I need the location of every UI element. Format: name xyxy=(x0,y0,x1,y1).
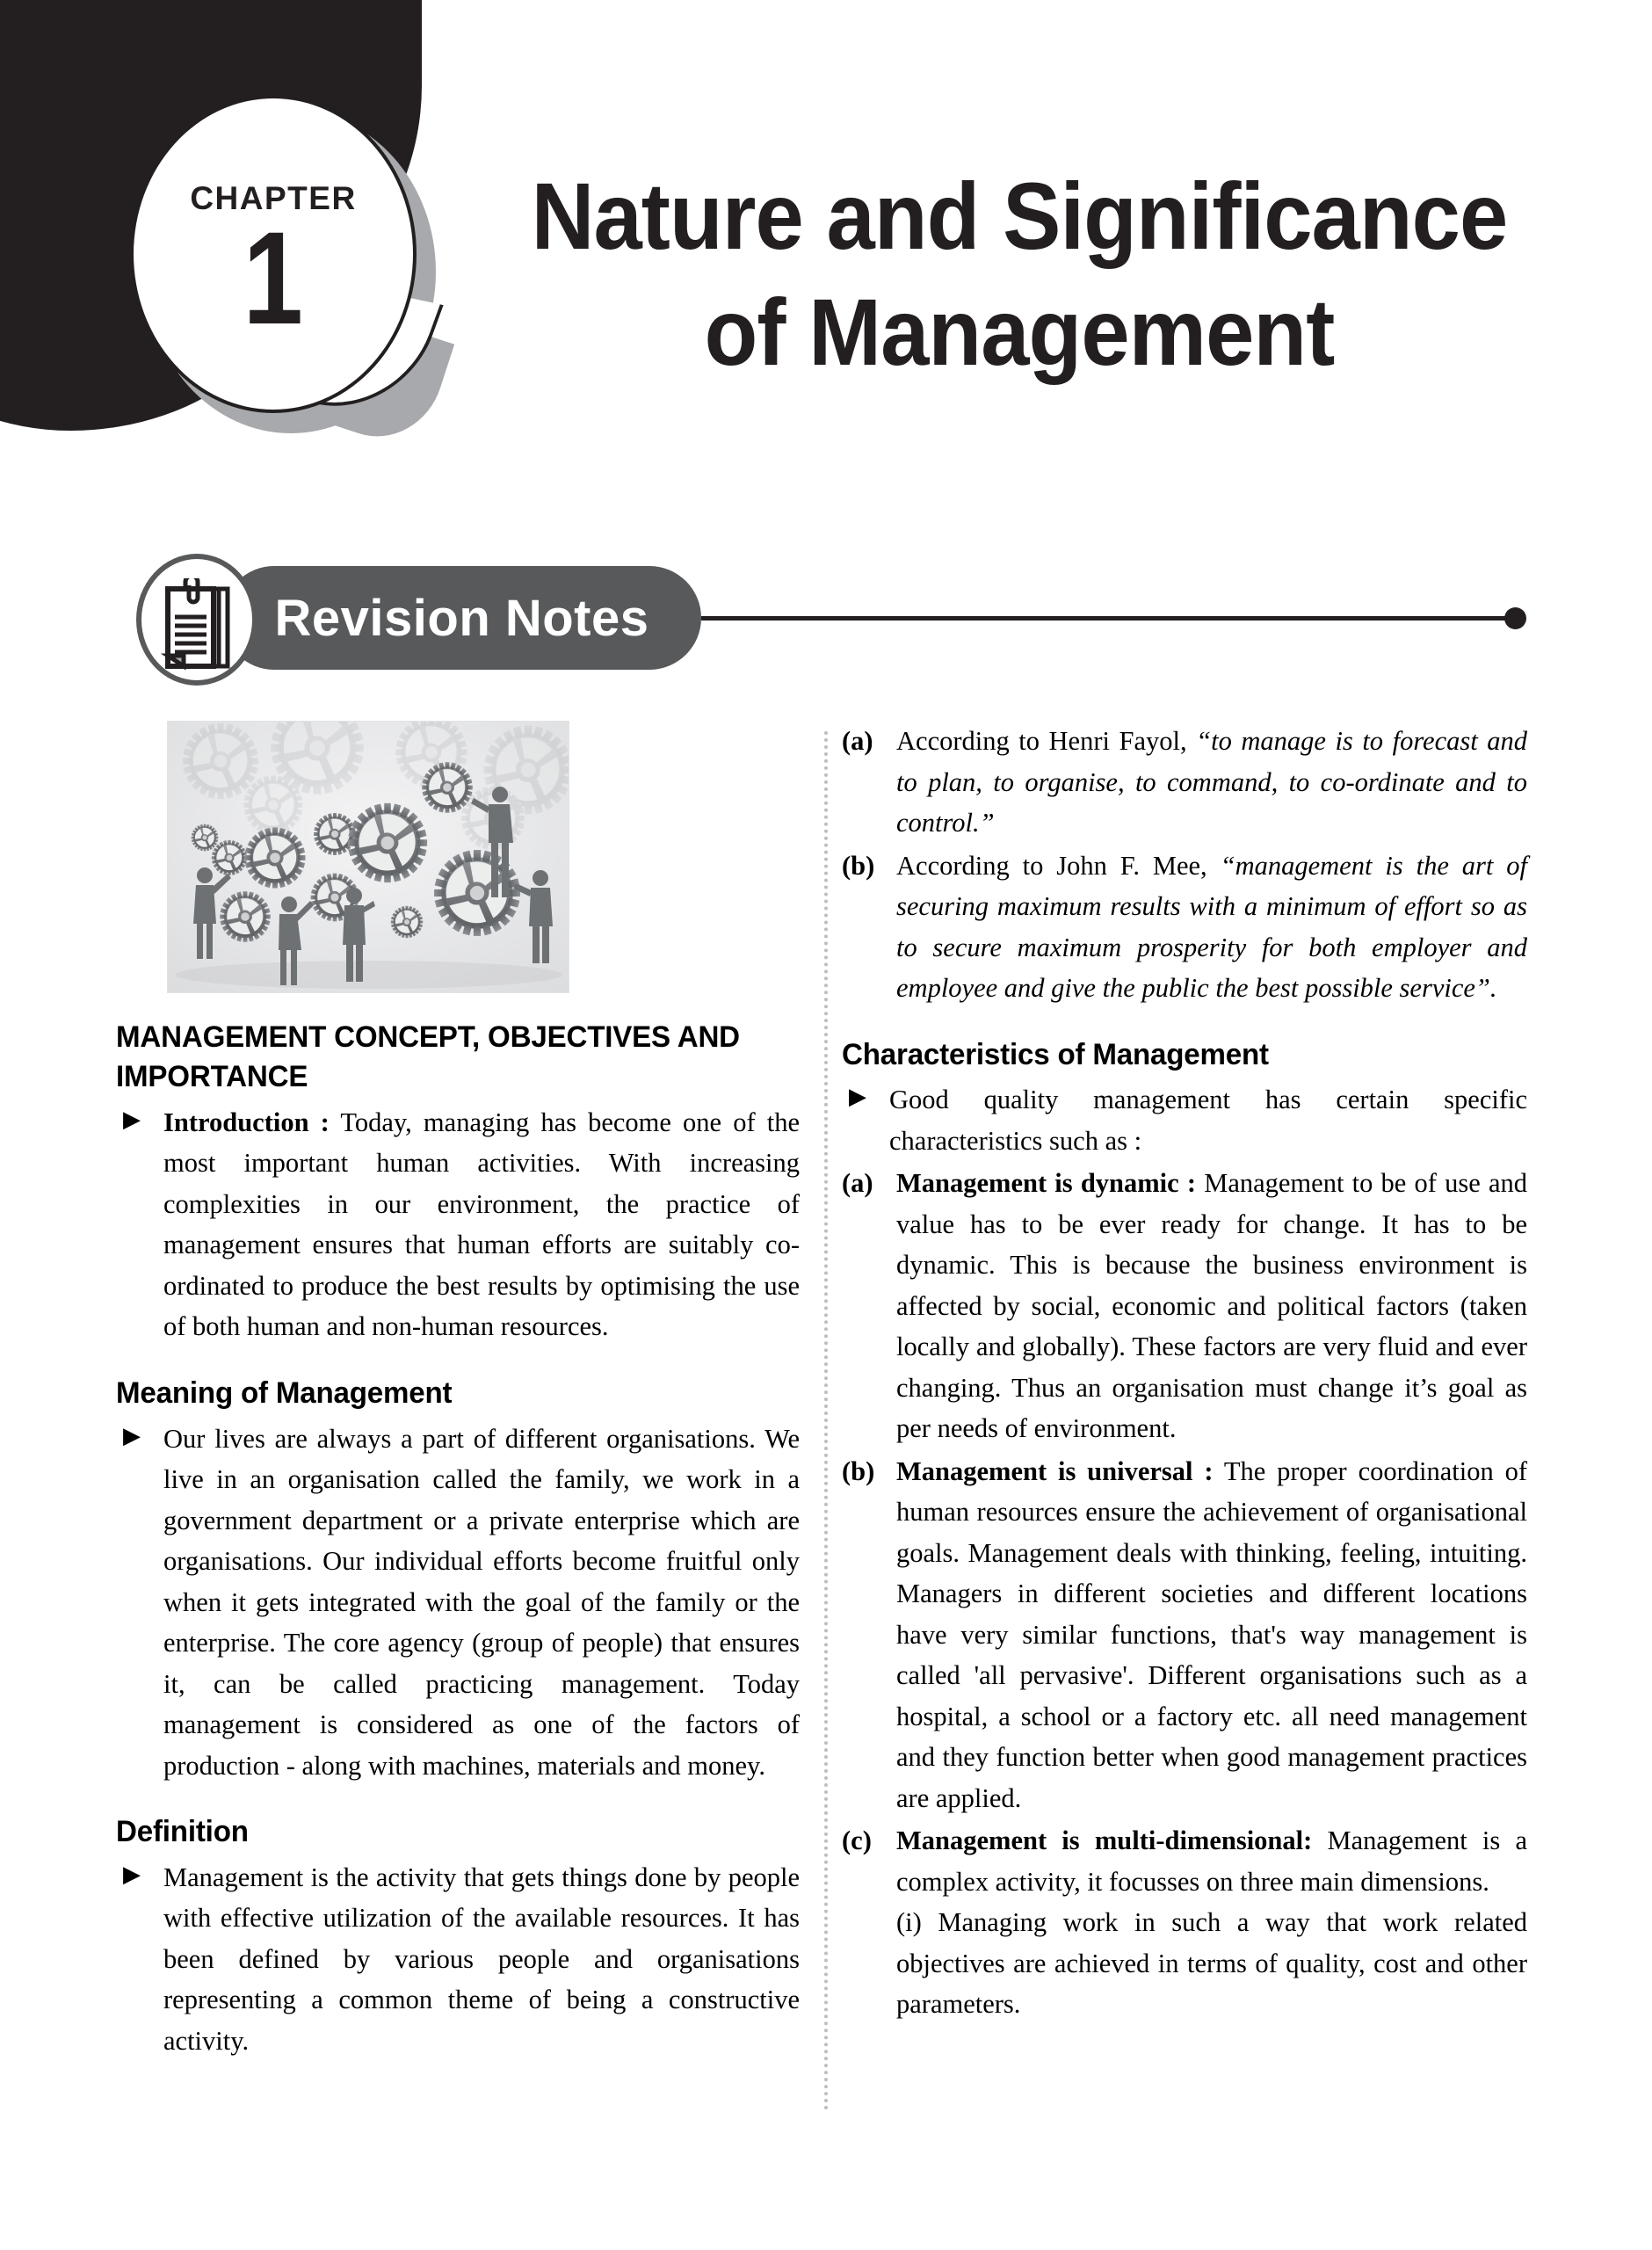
dynamic-label: Management is dynamic : xyxy=(896,1168,1197,1199)
introduction-text xyxy=(163,1102,800,1347)
column-divider xyxy=(824,731,828,2111)
list-item-multi-dimensional xyxy=(842,1820,1527,2025)
revision-notes-pill xyxy=(222,566,701,670)
list-marker-a-characteristics: (a) xyxy=(842,1168,873,1199)
meaning-text: Our lives are always a part of different organisations. We live in an organisation called the family, we work in a government department or a private enterprise which are organisations. Our individual efforts become fruitful only when it gets integrated with the goal of the family or the enterprise. The core agency (group of people) that ensures it, can be called practicing management. Today management is considered as one of the factors of production - along with machines, materials and money. xyxy=(163,1423,800,1781)
list-item-introduction xyxy=(116,1102,800,1347)
list-item-meaning xyxy=(116,1419,800,1787)
chapter-label: CHAPTER xyxy=(190,180,357,216)
page-title xyxy=(502,158,1537,390)
universal-body: The proper coordination of human resources ensure the achievement of organisational goals. Management deals with thinking, feeling, intuiting. Managers in different societies and different locations have very similar functions, that's way management is called 'all pervasive'. Different organisations such as a hospital, a school or a factory etc. all need management and they function better when good management practices are applied. xyxy=(896,1455,1527,1813)
list-item-dynamic xyxy=(842,1163,1527,1449)
multi-dimensional-sub-i: (i) Managing work in such a way that work related objectives are achieved in terms of quality, cost and other parameters. xyxy=(896,1907,1527,2020)
page-title-line-1: Nature and Significance xyxy=(531,163,1508,269)
page-title-line-2: of Management xyxy=(704,278,1335,385)
good-quality-text: Good quality management has certain specific characteristics such as : xyxy=(889,1085,1527,1156)
document-stack-icon xyxy=(161,578,243,671)
list-marker-c-characteristics: (c) xyxy=(842,1825,872,1856)
revision-notes-rule-dot xyxy=(1504,607,1526,629)
fayol-quote: “to manage is to forecast and to plan, to organise, to command, to co-ordinate and to control.” xyxy=(896,726,1528,838)
revision-notes-banner xyxy=(0,538,1652,679)
chapter-number: 1 xyxy=(243,204,304,352)
chapter-header xyxy=(0,0,1652,492)
triangle-bullet-icon: ▶ xyxy=(123,1106,141,1132)
universal-label: Management is universal : xyxy=(896,1455,1214,1486)
dynamic-body: Management to be of use and value has to be ever ready for change. It has to be dynamic. This is because the business environment is affected by social, economic and political factors (taken locally and globally). These factors are very fluid and ever changing. Thus an organisation must change it’s goal as per needs of environment. xyxy=(896,1168,1527,1444)
gears-teamwork-photo xyxy=(167,721,569,993)
mee-quote: “management is the art of securing maximum results with a minimum of effort so as to secure maximum prosperity for both employer and employee and give the public the best possible service”. xyxy=(896,850,1527,1003)
revision-notes-rule xyxy=(701,616,1517,621)
gears-illustration xyxy=(168,722,569,993)
definition-text: Management is the activity that gets things done by people with effective utilization of the available resources. It has been defined by various people and organisations representing a common theme of being a constructive activity. xyxy=(163,1862,800,2056)
triangle-bullet-icon: ▶ xyxy=(123,1422,141,1448)
left-column xyxy=(116,721,800,2063)
list-marker-b-characteristics: (b) xyxy=(842,1455,875,1486)
left-heading-management-concept: MANAGEMENT CONCEPT, OBJECTIVES AND IMPORTANCE xyxy=(116,1020,740,1093)
list-item-universal xyxy=(842,1451,1527,1819)
right-column xyxy=(842,721,1527,2027)
list-marker-b: (b) xyxy=(842,850,875,881)
fayol-lead: According to Henri Fayol, xyxy=(896,726,1197,756)
multi-dimensional-body: Management is a complex activity, it focusses on three main dimensions. xyxy=(896,1825,1527,1897)
dynamic-text xyxy=(896,1163,1527,1449)
list-item-mee-quote xyxy=(842,846,1527,1009)
list-marker-a: (a) xyxy=(842,726,873,756)
triangle-bullet-icon: ▶ xyxy=(123,1861,141,1887)
fayol-quote-text xyxy=(896,721,1527,844)
universal-text xyxy=(896,1451,1527,1819)
chapter-badge xyxy=(130,95,417,413)
right-heading-characteristics: Characteristics of Management xyxy=(842,1037,1269,1071)
content-columns xyxy=(0,721,1652,2215)
introduction-label: Introduction : xyxy=(163,1107,330,1137)
left-heading-definition: Definition xyxy=(116,1815,249,1849)
list-item-good-quality xyxy=(842,1079,1527,1161)
list-item-fayol-quote xyxy=(842,721,1527,844)
notes-document-icon xyxy=(136,554,257,686)
revision-notes-label: Revision Notes xyxy=(274,589,649,647)
introduction-body: Today, managing has become one of the most important human activities. With increasing complexities in our environment, the practice of management ensures that human efforts are suitably co-ordinated to produce the best results by optimising the use of both human and non-human resources. xyxy=(163,1107,800,1342)
list-item-definition xyxy=(116,1857,800,2062)
mee-quote-text xyxy=(896,846,1527,1009)
mee-lead: According to John F. Mee, xyxy=(896,850,1221,881)
triangle-bullet-icon: ▶ xyxy=(849,1084,866,1110)
multi-dimensional-text xyxy=(896,1820,1527,2025)
left-heading-meaning: Meaning of Management xyxy=(116,1375,453,1410)
multi-dimensional-label: Management is multi-dimensional: xyxy=(896,1825,1313,1856)
